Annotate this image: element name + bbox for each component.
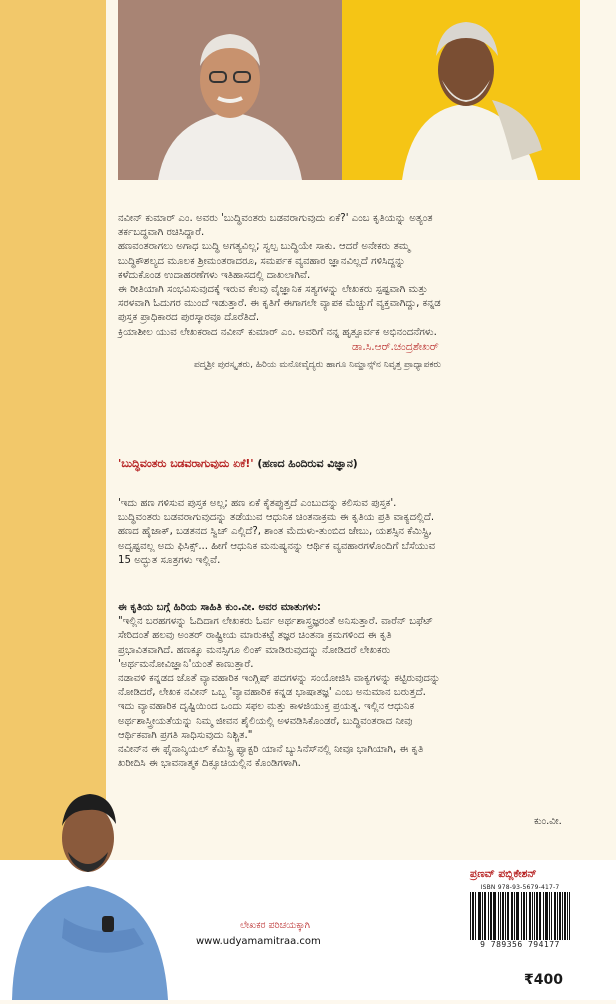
intro-line: ನವೀನ್ ಕುಮಾರ್ ಎಂ. ಅವರು 'ಬುದ್ಧಿವಂತರು ಬಡವರಾಗುವುದು ಏಕೆ?' ಎಂಬ ಕೃತಿಯನ್ನು ಅತ್ಯಂತ [118,213,433,224]
barcode-bar [559,892,560,940]
book-title: 'ಬುದ್ಧಿವಂತರು ಬಡವರಾಗುವುದು ಏಕೆ!' [118,457,254,470]
barcode-bar [472,892,473,940]
author-photo [4,768,174,1000]
barcode-bar [549,892,550,940]
barcode-bar [470,892,471,940]
barcode-bar [562,892,563,940]
barcode-bar [529,892,530,940]
intro-line: ಕಳೆದುಕೊಂಡ ಉದಾಹರಣೆಗಳು ಇತಿಹಾಸದಲ್ಲಿ ದಾಖಲಾಗಿವೆ. [118,269,311,281]
review-line: ನವೀನ್‌ನ ಈ ಫೈನಾನ್ಶಿಯಲ್ ಕೆಮಿಸ್ಟ್ರಿ ಫ್ಯಾಕ್ಟರಿ ಯಾನೆ ಬ್ಯುಸಿನೆಸ್‌ನಲ್ಲಿ ನೀವೂ ಭಾಗಿಯಾಗಿ, ಈ ಕೃತಿ [118,744,424,756]
barcode-bar [475,892,476,940]
barcode-bar [530,892,531,940]
intro-line: ಕ್ರಿಯಾಶೀಲ ಯುವ ಲೇಖಕರಾದ ನವೀನ್ ಕುಮಾರ್ ಎಂ. ಅವರಿಗೆ ನನ್ನ ಹೃತ್ಪೂರ್ವಕ ಅಭಿನಂದನೆಗಳು. [118,326,437,338]
barcode-bar [524,892,525,940]
review-line: ಖರೀದಿಸಿ ಈ ಭಾವನಾತ್ಮಕ ದಿಕ್ಸೂಚಿಯಲ್ಲಿನ ಕೊಂಡಿಗಳಾಗಿ. [118,758,301,770]
endorser-description: ಪದ್ಮಶ್ರೀ ಪುರಸ್ಕೃತರು, ಹಿರಿಯ ಮನೋವೈದ್ಯರು ಹಾಗೂ ನಿಮ್ಹಾನ್ಸ್‌ನ ನಿವೃತ್ತ ಪ್ರಾಧ್ಯಾಪಕರು [194,360,442,370]
barcode-bar [479,892,480,940]
barcode-bar [543,892,544,940]
barcode-bar [512,892,513,940]
intro-line: ಬುದ್ಧಿಕೌಶಲ್ಯದ ಮೂಲಕ ಶ್ರೀಮಂತರಾದರೂ, ಸಮರ್ಪಕ ವ್ಯವಹಾರ ಜ್ಞಾನವಿಲ್ಲದೆ ಗಳಿಸಿದ್ದನ್ನು [118,255,406,267]
review-line: ನಡಾವಳಿ ಕನ್ನಡದ ಜೊತೆ ವ್ಯಾವಹಾರಿಕ ಇಂಗ್ಲಿಷ್ ಪದಗಳನ್ನು ಸಂಯೋಜಿಸಿ ವಾಕ್ಯಗಳನ್ನು ಕಟ್ಟಿರುವುದನ್ನು [118,673,441,685]
barcode-bar [493,892,494,940]
endorser-name: ಡಾ.ಸಿ.ಆರ್.ಚಂದ್ರಶೇಖರ್ [352,341,439,353]
barcode-bar [516,892,517,940]
barcode-bar [555,892,556,940]
summary-line: ಬುದ್ಧಿವಂತರು ಬಡವರಾಗುವುದನ್ನು ತಡೆಯುವ ಆಧುನಿಕ ಚಿಂತನಾಕ್ರಮ ಈ ಕೃತಿಯ ಪ್ರತಿ ವಾಕ್ಯದಲ್ಲಿದೆ. [118,512,435,524]
barcode-bar [482,892,483,940]
barcode-bar [500,892,501,940]
isbn-label: ISBN 978-93-5679-417-7 [480,884,560,891]
review-line: 'ಅರ್ಥಮನೋವಿಜ್ಞಾನಿ'ಯಂತೆ ಕಾಣುತ್ತಾರೆ. [118,658,254,670]
review-line: ಅರ್ಥಶಾಸ್ತ್ರೀಯತೆಯನ್ನು ನಿಮ್ಮ ಜೀವನ ಶೈಲಿಯಲ್ಲಿ ಅಳವಡಿಸಿಕೊಂಡರೆ, ಬುದ್ಧಿವಂತರಾದ ನೀವು [118,715,413,727]
author-website-link[interactable]: www.udyamamitraa.com [196,936,321,947]
photo-endorser-right [342,0,580,180]
review-line: ಆರ್ಥಿಕವಾಗಿ ಪ್ರಗತಿ ಸಾಧಿಸುವುದು ನಿಶ್ಚಿತ." [118,729,253,741]
barcode-bar [564,892,565,940]
portrait-elderly-man-glasses [118,0,342,180]
price-label: ₹400 [524,972,563,988]
barcode-bar [514,892,515,940]
barcode-bar [534,892,535,940]
intro-line: ಹಣವಂತರಾಗಲು ಅಗಾಧ ಬುದ್ಧಿ ಅಗತ್ಯವಿಲ್ಲ; ಸ್ವಲ್ಪ ಬುದ್ಧಿಯೇ ಸಾಕು. ಆದರೆ ಅನೇಕರು ತಮ್ಮ [118,241,410,253]
barcode-bar [521,892,522,940]
portrait-elderly-man-beard [342,0,580,180]
barcode-bar [546,892,547,940]
barcode-bar [494,892,495,940]
barcode-bar [560,892,561,940]
barcode-bar [498,892,499,940]
barcode-bar [536,892,537,940]
barcode-bars [470,892,570,940]
barcode-bar [523,892,524,940]
intro-line: ತರ್ಕಬದ್ಧವಾಗಿ ರಚಿಸಿದ್ದಾರೆ. [118,227,205,239]
review-line: ಸೇರಿದಂತೆ ಹಲವು ಅಂತರ್ ರಾಷ್ಟ್ರೀಯ ಮಾರುಕಟ್ಟೆ ತಜ್ಞರ ಚಿಂತನಾ ಕ್ರಮಗಳಿಂದ ಈ ಕೃತಿ [118,630,392,642]
intro-paragraph [118,212,606,340]
barcode-bar [507,892,508,940]
summary-line: 'ಇದು ಹಣ ಗಳಿಸುವ ಪುಸ್ತಕ ಅಲ್ಲ; ಹಣ ಏಕೆ ಕೈತಪ್ಪುತ್ತದೆ ಎಂಬುದನ್ನು ಕಲಿಸುವ ಪುಸ್ತಕ'. [118,498,397,509]
barcode-bar [540,892,541,940]
intro-line: ಪುಸ್ತಕ ಪ್ರಾಧಿಕಾರದ ಪುರಸ್ಕಾರವೂ ದೊರೆತಿದೆ. [118,312,260,324]
barcode-bar [537,892,538,940]
summary-paragraph [118,497,606,568]
photo-endorser-left [118,0,342,180]
barcode-bar [532,892,533,940]
barcode-bar [526,892,527,940]
left-accent-strip [0,0,106,860]
barcode-bar [569,892,570,940]
book-subtitle: (ಹಣದ ಹಿಂದಿರುವ ವಿಜ್ಞಾನ) [257,457,358,470]
barcode-bar [485,892,486,940]
barcode-bar [503,892,504,940]
isbn-barcode [470,884,570,970]
portrait-author [4,768,174,1000]
barcode-bar [545,892,546,940]
barcode-bar [517,892,518,940]
review-line: "ಇಲ್ಲಿನ ಬರಹಗಳನ್ನು ಓದಿದಾಗ ಲೇಖಕರು ಓರ್ವ ಅರ್ಥಶಾಸ್ತ್ರಜ್ಞರಂತೆ ಅನಿಸುತ್ತಾರೆ. ವಾರೆನ್ ಬಫೆಟ್ [118,616,434,628]
barcode-bar [567,892,568,940]
review-line: ಪ್ರಭಾವಿತವಾಗಿದೆ. ಹಣಕ್ಕೂ ಮನಸ್ಸಿಗೂ ಲಿಂಕ್ ಮಾಡಿರುವುದನ್ನು ನೋಡಿದರೆ ಲೇಖಕರು [118,644,391,656]
review-heading: ಈ ಕೃತಿಯ ಬಗ್ಗೆ ಹಿರಿಯ ಸಾಹಿತಿ ಕುಂ.ವೀ. ಅವರ ಮಾತುಗಳು: [118,602,322,613]
review-paragraph [118,601,606,771]
barcode-bar [473,892,474,940]
barcode-bar [491,892,492,940]
publisher-name: ಪ್ರಣವ್ ಪಬ್ಲಿಕೇಶನ್ [470,868,537,880]
barcode-bar [495,892,496,940]
barcode-bar [518,892,519,940]
barcode-bar [480,892,481,940]
book-title-line [118,457,598,471]
intro-line: ಸರಳವಾಗಿ ಓದುಗರ ಮುಂದೆ ಇಡುತ್ತಾರೆ. ಈ ಕೃತಿಗೆ ಈಗಾಗಲೇ ವ್ಯಾಪಕ ಮೆಚ್ಚುಗೆ ವ್ಯಕ್ತವಾಗಿದ್ದು, ಕನ್ನಡ [118,298,441,310]
barcode-bar [488,892,489,940]
review-line: ಇದು ವ್ಯಾವಹಾರಿಕ ದೃಷ್ಟಿಯಿಂದ ಒಂದು ಸಫಲ ಮತ್ತು ಕಾಳಜಿಯುಕ್ತ ಪ್ರಯತ್ನ. ಇಲ್ಲಿನ ಆಧುನಿಕ [118,701,415,713]
intro-line: ಈ ರೀತಿಯಾಗಿ ಸಂಭವಿಸುವುದಕ್ಕೆ ಇರುವ ಕೆಲವು ವೈಜ್ಞಾನಿಕ ಸತ್ಯಗಳನ್ನು ಲೇಖಕರು ಸ್ಪಷ್ಟವಾಗಿ ಮತ್ತು [118,284,428,296]
barcode-bar [565,892,566,940]
barcode-bar [502,892,503,940]
barcode-bar [490,892,491,940]
summary-line: ಹಣದ ಹೈಜಾಕ್, ಬಡತನದ ಸ್ವಿಚ್ ಎಲ್ಲಿದೆ?, ಶಾಂತ ಮೆದುಳು-ತುಂಬಿದ ಜೇಬು, ಯಶಸ್ಸಿನ ಕೆಮಿಸ್ಟ್ರಿ, [118,526,432,538]
barcode-bar [505,892,506,940]
summary-line: 15 ಅದ್ಭುತ ಸೂತ್ರಗಳು ಇಲ್ಲಿವೆ. [118,554,221,566]
barcode-bar [478,892,479,940]
summary-line: ಅದೃಷ್ಟವಲ್ಲ ಅದು ಫಿಸಿಕ್ಸ್... ಹೀಗೆ ಆಧುನಿಕ ಮನುಷ್ಯನನ್ನು ಆರ್ಥಿಕ ವ್ಯವಹಾರಗಳೊಂದಿಗೆ ಬೆಸೆಯುವ [118,540,436,552]
barcode-bar [547,892,548,940]
author-caption: ಲೇಖಕರ ಪರಿಚಯಕ್ಕಾಗಿ [240,920,311,931]
barcode-bar [539,892,540,940]
isbn-digits: 9 789356 794177 [480,940,560,949]
review-signoff: ಕುಂ.ವೀ. [534,816,562,827]
barcode-bar [551,892,552,940]
barcode-bar [511,892,512,940]
barcode-bar [508,892,509,940]
barcode-bar [484,892,485,940]
barcode-bar [557,892,558,940]
review-line: ನೋಡಿದರೆ, ಲೇಖಕ ನವೀನ್ ಒಬ್ಬ 'ವ್ಯಾವಹಾರಿಕ ಕನ್ನಡ ಭಾಷಾತಜ್ಞ' ಎಂಬ ಅನುಮಾನ ಬರುತ್ತದೆ. [118,687,426,699]
barcode-bar [554,892,555,940]
